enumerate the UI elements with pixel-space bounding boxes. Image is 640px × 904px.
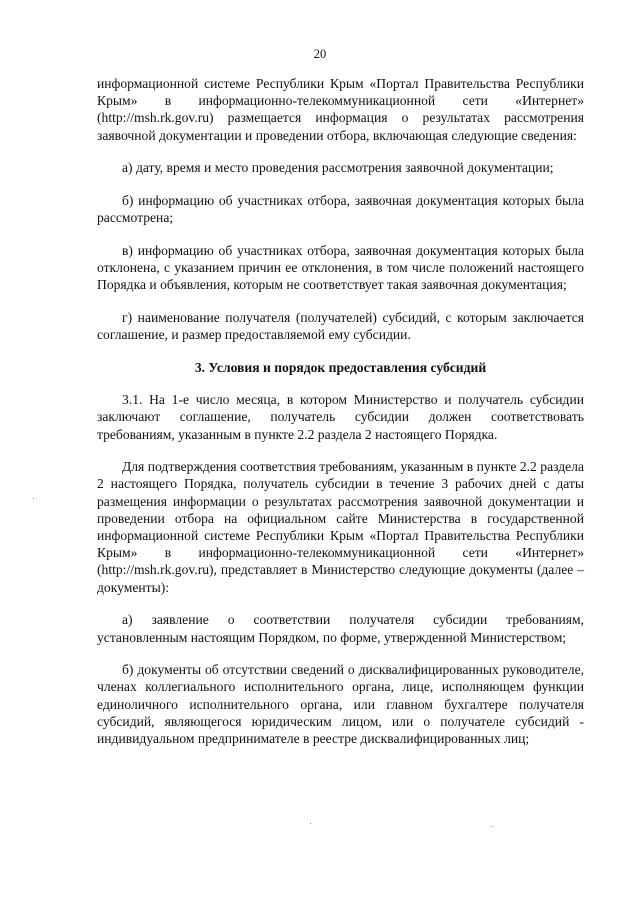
document-body xyxy=(97,75,584,763)
scan-speck xyxy=(310,823,311,824)
clause-3-1: 3.1. На 1-е число месяца, в котором Министерство и получатель субсидии заключают соглашение, получатель субсидии должен соответствовать требованиям, указанным в пункте 2.2 раздела 2 настоящего Порядка. xyxy=(97,392,584,442)
paragraph-documents-requirement: Для подтверждения соответствия требованиям, указанным в пункте 2.2 раздела 2 настоящего Порядка, получатель субсидии в течение 3 рабочих дней с даты размещения информации о результатах рассмотрения заявочной документации и проведении отбора на официальном сайте Министерства в государственной информационной системе Республики Крым «Портал Правительства Республики Крым» в информационно-телекоммуникационной сети «Интернет» (http://msh.rk.gov.ru), представляет в Министерство следующие документы (далее – документы): xyxy=(97,459,584,595)
list-item-v: в) информацию об участниках отбора, заявочная документация которых была отклонена, с указанием причин ее отклонения, в том числе положений настоящего Порядка и объявления, которым не соответствует такая заявочная документация; xyxy=(97,242,584,293)
paragraph-intro: информационной системе Республики Крым «Портал Правительства Республики Крым» в информационно-телекоммуникационной сети «Интернет» (http://msh.rk.gov.ru) размещается информация о результатах рассмотрения заявочной документации и проведении отбора, включающая следующие сведения: xyxy=(97,76,584,143)
section-heading: 3. Условия и порядок предоставления субсидий xyxy=(194,359,487,375)
page-number: 20 xyxy=(313,47,327,61)
scan-speck xyxy=(492,826,493,827)
scan-speck xyxy=(33,498,34,499)
list-item-b: б) информацию об участниках отбора, заявочная документация которых была рассмотрена; xyxy=(97,193,584,226)
document-item-a: а) заявление о соответствии получателя субсидии требованиям, установленным настоящим Порядком, по форме, утвержденной Министерством; xyxy=(97,612,584,645)
document-item-b: б) документы об отсутствии сведений о дисквалифицированных руководителе, членах коллегиального исполнительного органа, лице, исполняющем функции единоличного исполнительного органа, или главном бухгалтере получателя субсидий, являющегося юридическим лицом, или о получателе субсидий - индивидуальном предпринимателе в реестре дисквалифицированных лиц; xyxy=(97,662,584,747)
list-item-a: а) дату, время и место проведения рассмотрения заявочной документации; xyxy=(122,160,554,176)
list-item-g: г) наименование получателя (получателей) субсидий, с которым заключается соглашение, и размер предоставляемой ему субсидии. xyxy=(97,310,584,343)
